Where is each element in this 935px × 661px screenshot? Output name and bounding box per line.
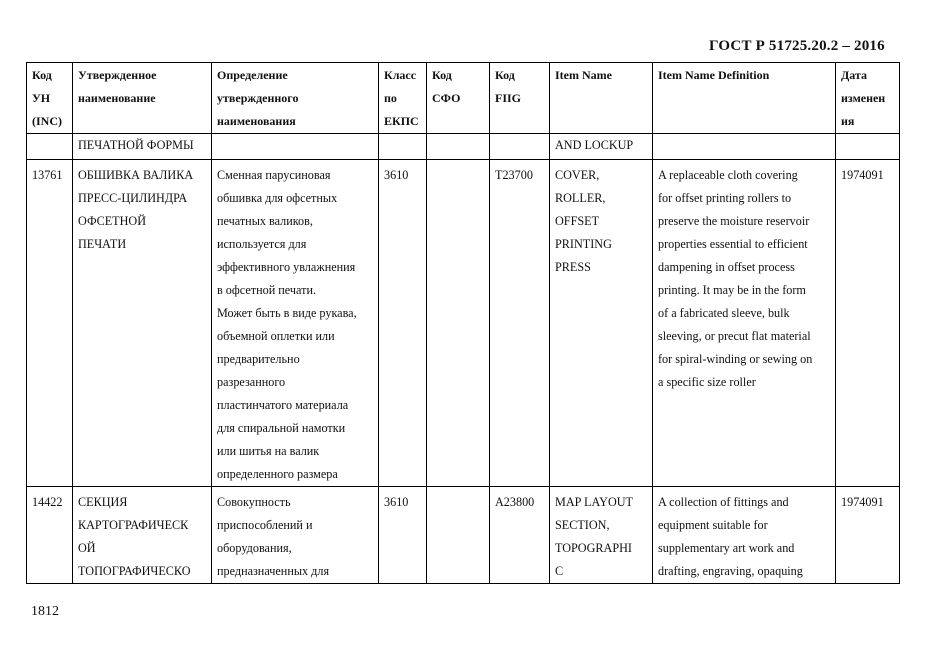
col-item-name-cell (550, 487, 653, 584)
col-code-fiig-cell (490, 134, 550, 160)
cell-line: TOPOGRAPHI (555, 541, 632, 555)
cell-line: ОФСЕТНОЙ (78, 214, 147, 228)
cell-line: Определение (217, 68, 288, 82)
cell-line: dampening in offset process (658, 260, 795, 274)
col-item-name-cell (550, 134, 653, 160)
cell-line: A collection of fittings and (658, 495, 789, 509)
cell-line: Совокупность (217, 495, 291, 509)
cell-line: Код (32, 68, 52, 82)
table-row (27, 160, 900, 487)
col-approved-name-header (73, 63, 212, 134)
cell-line: ОБШИВКА ВАЛИКА (78, 168, 194, 182)
cell-line: ЕКПС (384, 114, 419, 128)
cell-line: COVER, (555, 168, 600, 182)
col-approved-name-cell (73, 487, 212, 584)
cell-line: наименования (217, 114, 296, 128)
col-definition-header (212, 63, 379, 134)
cell-line: PRESS (555, 260, 591, 274)
cell-line: of a fabricated sleeve, bulk (658, 306, 790, 320)
cell-line: печатных валиков, (217, 214, 313, 228)
cell-line: в офсетной печати. (217, 283, 317, 297)
cell-line: printing. It may be in the form (658, 283, 806, 297)
cell-line: Код (495, 68, 515, 82)
cell-line: наименование (78, 91, 156, 105)
cell-line: объемной оплетки или (217, 329, 335, 343)
col-class-ekps-cell (379, 134, 427, 160)
col-definition-cell (212, 160, 379, 487)
cell-line: Сменная парусиновая (217, 168, 331, 182)
col-class-ekps-header (379, 63, 427, 134)
cell-line: СЕКЦИЯ (78, 495, 128, 509)
col-code-fiig-cell: A23800 (490, 487, 550, 584)
cell-line: для спиральной намотки (217, 421, 346, 435)
cell-line: оборудования, (217, 541, 292, 555)
cell-line: properties essential to efficient (658, 237, 808, 251)
cell-line: ПЕЧАТИ (78, 237, 127, 251)
cell-line: по (384, 91, 397, 105)
cell-line: Класс (384, 68, 417, 82)
cell-line: или шитья на валик (217, 444, 320, 458)
col-code-sfo-header (427, 63, 490, 134)
cell-line: пластинчатого материала (217, 398, 349, 412)
cell-line: A replaceable cloth covering (658, 168, 798, 182)
col-item-name-definition-header (653, 63, 836, 134)
cell-line: УН (32, 91, 51, 105)
col-code-sfo-cell (427, 134, 490, 160)
cell-line: PRINTING (555, 237, 612, 251)
cell-line: изменен (841, 91, 886, 105)
cell-line: утвержденного (217, 91, 299, 105)
col-change-date-cell: 1974091 (836, 487, 900, 584)
col-approved-name-cell (73, 134, 212, 160)
col-class-ekps-cell: 3610 (379, 487, 427, 584)
col-definition-cell (212, 134, 379, 160)
col-change-date-cell: 1974091 (836, 160, 900, 487)
cell-line: ПЕЧАТНОЙ ФОРМЫ (78, 138, 194, 152)
cell-line: предназначенных для (217, 564, 330, 578)
cell-line: ПРЕСС-ЦИЛИНДРА (78, 191, 188, 205)
cell-line: SECTION, (555, 518, 610, 532)
cell-line: Дата (841, 68, 867, 82)
col-change-date-header (836, 63, 900, 134)
cell-line: AND LOCKUP (555, 138, 634, 152)
cell-line: СФО (432, 91, 461, 105)
cell-line: КАРТОГРАФИЧЕСК (78, 518, 189, 532)
cell-line: FIIG (495, 91, 522, 105)
cell-line: ROLLER, (555, 191, 606, 205)
table-row (27, 134, 900, 160)
page-number: 1812 (31, 604, 59, 619)
cell-line: a specific size roller (658, 375, 756, 389)
col-change-date-cell (836, 134, 900, 160)
col-definition-cell (212, 487, 379, 584)
cell-line: sleeving, or precut flat material (658, 329, 811, 343)
cell-line: drafting, engraving, opaquing (658, 564, 803, 578)
cell-line: supplementary art work and (658, 541, 795, 555)
cell-line: Item Name Definition (658, 68, 770, 82)
col-approved-name-cell (73, 160, 212, 487)
col-item-name-header (550, 63, 653, 134)
cell-line: Код (432, 68, 452, 82)
specification-table (26, 62, 900, 584)
col-item-name-definition-cell (653, 160, 836, 487)
cell-line: разрезанного (217, 375, 286, 389)
cell-line: ия (841, 114, 855, 128)
cell-line: equipment suitable for (658, 518, 768, 532)
document-title: ГОСТ Р 51725.20.2 – 2016 (709, 38, 885, 54)
cell-line: приспособлений и (217, 518, 313, 532)
cell-line: эффективного увлажнения (217, 260, 356, 274)
col-code-inc-cell (27, 134, 73, 160)
table-row (27, 487, 900, 584)
col-code-fiig-cell: T23700 (490, 160, 550, 487)
col-item-name-definition-cell (653, 487, 836, 584)
col-code-sfo-cell (427, 160, 490, 487)
cell-line: ТОПОГРАФИЧЕСКО (78, 564, 191, 578)
cell-line: обшивка для офсетных (217, 191, 338, 205)
cell-line: C (555, 564, 564, 578)
col-class-ekps-cell: 3610 (379, 160, 427, 487)
cell-line: Утвержденное (78, 68, 157, 82)
cell-line: предварительно (217, 352, 300, 366)
cell-line: определенного размера (217, 467, 338, 481)
col-code-inc-header (27, 63, 73, 134)
col-item-name-definition-cell (653, 134, 836, 160)
cell-line: Может быть в виде рукава, (217, 306, 357, 320)
col-code-sfo-cell (427, 487, 490, 584)
col-item-name-cell (550, 160, 653, 487)
cell-line: ОЙ (78, 541, 96, 555)
table-header-row (27, 63, 900, 134)
cell-line: for spiral-winding or sewing on (658, 352, 813, 366)
cell-line: MAP LAYOUT (555, 495, 633, 509)
col-code-fiig-header (490, 63, 550, 134)
cell-line: OFFSET (555, 214, 600, 228)
cell-line: (INC) (32, 114, 62, 128)
col-code-inc-cell: 14422 (27, 487, 73, 584)
cell-line: используется для (217, 237, 307, 251)
cell-line: preserve the moisture reservoir (658, 214, 810, 228)
cell-line: Item Name (555, 68, 612, 82)
cell-line: for offset printing rollers to (658, 191, 792, 205)
col-code-inc-cell: 13761 (27, 160, 73, 487)
